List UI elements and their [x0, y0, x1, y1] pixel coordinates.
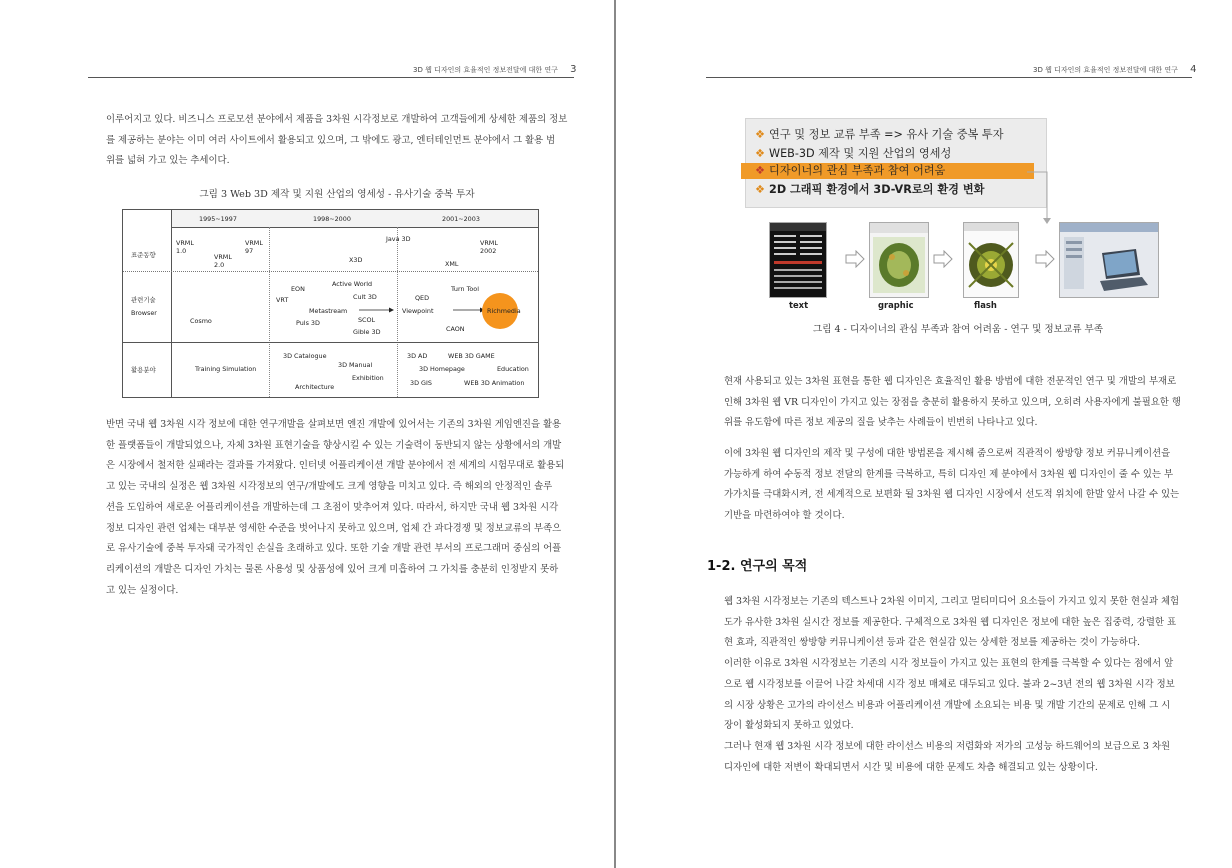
- app-label: 3D GIS: [410, 379, 432, 387]
- tech-label: VRML 2002: [480, 239, 498, 255]
- app-label: 3D Homepage: [419, 365, 465, 373]
- text-line: 기반을 마련하여야 할 것이다.: [724, 510, 845, 522]
- tech-label: Puls 3D: [296, 319, 320, 327]
- tech-label: EON: [291, 285, 305, 293]
- tech-label: Turn Tool: [451, 285, 479, 293]
- row-label: 표준동향: [131, 251, 156, 259]
- tech-label: Cosmo: [190, 317, 212, 325]
- tech-label: CAON: [446, 325, 465, 333]
- text-line: 를 제공하는 분야는 이미 여러 사이트에서 활용되고 있으며, 그 밖에도 광고, 엔터테인먼트 분야에서 그 활용 범: [106, 134, 556, 146]
- app-label: Architecture: [295, 383, 335, 391]
- left-page: [0, 0, 614, 868]
- arrow-right-icon: [845, 250, 865, 268]
- text-line: 그러나 현재 웹 3차원 시각 정보에 대한 라이선스 비용의 저렴화와 저가의 고성능 하드웨어의 보급으로 3 차원: [724, 740, 1171, 752]
- figure3-caption: 그림 3 Web 3D 제작 및 지원 산업의 영세성 - 유사기술 중복 투자: [199, 189, 475, 200]
- text-line: 이루어지고 있다. 비즈니스 프로모션 분야에서 제품을 3차원 시각정보로 개발하여 고객들에게 상세한 제품의 정보: [106, 114, 568, 125]
- thumbnail-label: flash: [974, 300, 997, 310]
- bullet-text: 디자이너의 관심 부족과 참여 어려움: [769, 164, 946, 177]
- tech-label: VRT: [276, 296, 289, 304]
- text-line: 인해 3차원 웹 VR 디자인이 가지고 있는 장점을 충분히 활용하지 못하고 있으며, 오히려 사용자에게 불필요한 행: [724, 396, 1181, 408]
- text-line: 으로 웹 시각정보를 이끌어 나갈 차세대 시각 정보 매체로 대두되고 있다. 불과 2~3년 전의 웹 3차원 시각 정보: [724, 678, 1175, 690]
- tech-label: Richmedia: [487, 307, 521, 315]
- figure4: [745, 118, 1165, 318]
- tech-label: Cult 3D: [353, 293, 377, 301]
- 3d-screenshot-thumbnail: [1059, 222, 1159, 298]
- section-heading: 1-2. 연구의 목적: [707, 559, 808, 574]
- tech-label: VRML 1.0: [176, 239, 194, 255]
- text-line: 가능하게 하여 수동적 정보 전달의 한계를 극복하고, 특히 디자인 제 분야에서 3차원 웹 디자인이 줄 수 있는 부: [724, 468, 1174, 480]
- text-line: 웹 3차원 시각정보는 기존의 텍스트나 2차원 이미지, 그리고 멀티미디어 요소들이 가지고 있지 못한 현실과 체험: [724, 596, 1180, 607]
- app-label: 3D Catalogue: [283, 352, 327, 360]
- thumbnail-label: graphic: [878, 300, 914, 310]
- text-line: 이에 3차원 웹 디자인의 제작 및 구성에 대한 방법론을 제시해 줌으로써 직관적이 쌍방향 정보 커뮤니케이션을: [724, 448, 1171, 459]
- page-header: [413, 64, 577, 75]
- flash-screenshot-thumbnail: [963, 222, 1019, 298]
- text-line: 이러한 이유로 3차원 시각정보는 기존의 시각 정보들이 가지고 있는 표현의 한계를 극복할 수 있다는 점에서 앞: [724, 658, 1174, 670]
- app-label: WEB 3D GAME: [448, 352, 495, 360]
- bullet-text: 연구 및 정보 교류 부족 => 유사 기술 중복 투자: [769, 128, 1004, 141]
- app-label: 3D Manual: [338, 361, 373, 369]
- text-line: 고 있는 실정이다.: [106, 584, 179, 596]
- tech-label: SCOL: [358, 316, 376, 324]
- graphic-screenshot-thumbnail: [869, 222, 929, 298]
- bullet-text: 2D 그래픽 환경에서 3D-VR로의 환경 변화: [769, 183, 985, 196]
- bullet-text: WEB-3D 제작 및 지원 산업의 영세성: [769, 147, 952, 160]
- text-line: 가가치를 극대화시켜, 전 세계적으로 보편화 될 3차원 웹 디자인 시장에서 선도적 위치에 한발 앞서 나갈 수 있는: [724, 489, 1180, 501]
- row-label: 관련기술 Browser: [131, 296, 157, 317]
- figure3-table: [122, 209, 539, 398]
- text-line: 정보 디자인 관련 업체는 대부분 영세한 수준을 벗어나지 못하고 있으며, 업체 간 과다경쟁 및 정보교류의 부족으: [106, 522, 562, 534]
- column-divider: [269, 227, 270, 397]
- text-line: 위를 유도함에 따른 정보 제공의 질을 낮추는 사례들이 빈번히 나타나고 있다.: [724, 417, 1038, 429]
- row-divider: [123, 342, 538, 343]
- paragraph: [724, 444, 1186, 527]
- header-rule: [88, 77, 574, 78]
- text-line: 션을 도입하여 새로운 어플리케이션을 개발하는데 그 초점이 맞추어져 있다. 따라서, 하지만 국내 웹 3차원 시각: [106, 501, 559, 513]
- tech-label: Metastream: [309, 307, 348, 315]
- text-line: 도가 유사한 3차원 실시간 정보를 제공한다. 구체적으로 3차원 웹 디자인은 정보에 대한 높은 집중력, 강렬한 표: [724, 616, 1177, 628]
- diamond-icon: ❖: [755, 183, 766, 196]
- text-line: 현 효과, 직관적인 쌍방향 커뮤니케이션 등과 같은 현실감 있는 상세한 정보를 제공하는 것이 가능하다.: [724, 637, 1141, 649]
- period-header: 1998~2000: [313, 215, 351, 223]
- header-rule: [706, 77, 1192, 78]
- text-line: 의 시장 상황은 고가의 라이선스 비용과 어플리케이션 개발에 소요되는 비용 및 개발 기간의 문제로 인해 그 시: [724, 699, 1171, 711]
- diamond-icon: ❖: [755, 147, 766, 160]
- text-line: 장이 활성화되지 못하고 있었다.: [724, 720, 854, 732]
- paragraph: [106, 415, 568, 601]
- app-label: Exhibition: [352, 374, 384, 382]
- row-divider: [123, 271, 538, 272]
- arrow-right-icon: [1035, 250, 1055, 268]
- text-screenshot-thumbnail: [769, 222, 827, 298]
- period-header: 1995~1997: [199, 215, 237, 223]
- tech-label: QED: [415, 294, 429, 302]
- period-header: 2001~2003: [442, 215, 480, 223]
- tech-label: VRML 97: [245, 239, 263, 255]
- app-label: 3D AD: [407, 352, 428, 360]
- tech-label: Java 3D: [386, 235, 411, 243]
- page-header: [1033, 64, 1197, 75]
- text-line: 고 있는 국내의 실정은 웹 3차원 시각정보의 연구/개발에도 크게 영향을 미치고 있다. 즉 해외의 안정적인 솔루: [106, 481, 553, 493]
- diamond-icon: ❖: [755, 164, 766, 177]
- app-label: Education: [497, 365, 529, 373]
- header-title: 3D 웹 디자인의 효율적인 정보전달에 대한 연구: [1033, 66, 1178, 74]
- paragraph: [106, 110, 568, 172]
- tech-label: Gible 3D: [353, 328, 381, 336]
- tech-label: X3D: [349, 256, 363, 264]
- paragraph: [724, 372, 1186, 434]
- text-line: 디자인에 대한 저변이 확대되면서 시간 및 비용에 대한 문제도 차츰 해결되고 있는 상황이다.: [724, 761, 1098, 773]
- tech-label: Viewpoint: [402, 307, 434, 315]
- text-line: 반면 국내 웹 3차원 시각 정보에 대한 연구개발을 살펴보면 엔진 개발에 있어서는 기존의 3차원 게임엔진을 활용: [106, 419, 562, 430]
- text-line: 현재 사용되고 있는 3차원 표현을 통한 웹 디자인은 효율적인 활용 방법에 대한 전문적인 연구 및 개발의 부재로: [724, 376, 1177, 387]
- page-number: 4: [1190, 64, 1197, 75]
- app-label: Training Simulation: [195, 365, 257, 373]
- page-number: 3: [570, 64, 577, 75]
- figure4-caption: 그림 4 - 디자이너의 관심 부족과 참여 어려움 - 연구 및 정보교류 부족: [812, 324, 1104, 335]
- tech-label: Active World: [332, 280, 373, 288]
- thumbnail-label: text: [789, 300, 809, 310]
- text-line: 한 플랫폼들이 개발되었으나, 자체 3차원 표현기술을 향상시킬 수 있는 기술력이 동반되지 않는 상황에서의 개발: [106, 439, 562, 451]
- paragraph: [724, 592, 1186, 778]
- text-line: 위를 넓혀 가고 있는 추세이다.: [106, 155, 230, 167]
- arrow-right-icon: [933, 250, 953, 268]
- tech-label: VRML 2.0: [214, 253, 232, 269]
- header-title: 3D 웹 디자인의 효율적인 정보전달에 대한 연구: [413, 66, 558, 74]
- diamond-icon: ❖: [755, 128, 766, 141]
- connector-arrow: [745, 118, 1165, 238]
- row-label: 활용분야: [131, 366, 156, 374]
- app-label: WEB 3D Animation: [464, 379, 525, 387]
- tech-label: XML: [445, 260, 459, 268]
- text-line: 로 유사기술에 중복 투자돼 국가적인 손실을 초래하고 있다. 또한 기술 개발 관련 부서의 프로그래머 중심의 어플: [106, 543, 562, 555]
- text-line: 리케이션의 개발은 디자인 가치는 물론 사용성 및 상품성에 있어 크게 미흡하여 그 가치를 충분히 인정받지 못하: [106, 563, 559, 575]
- column-divider: [171, 210, 172, 397]
- page-divider: [614, 0, 616, 868]
- text-line: 은 시장에서 철저한 실패라는 결과를 가져왔다. 인터넷 어플리케이션 개발 분야에서 전 세계의 시험무대로 활용되: [106, 460, 565, 472]
